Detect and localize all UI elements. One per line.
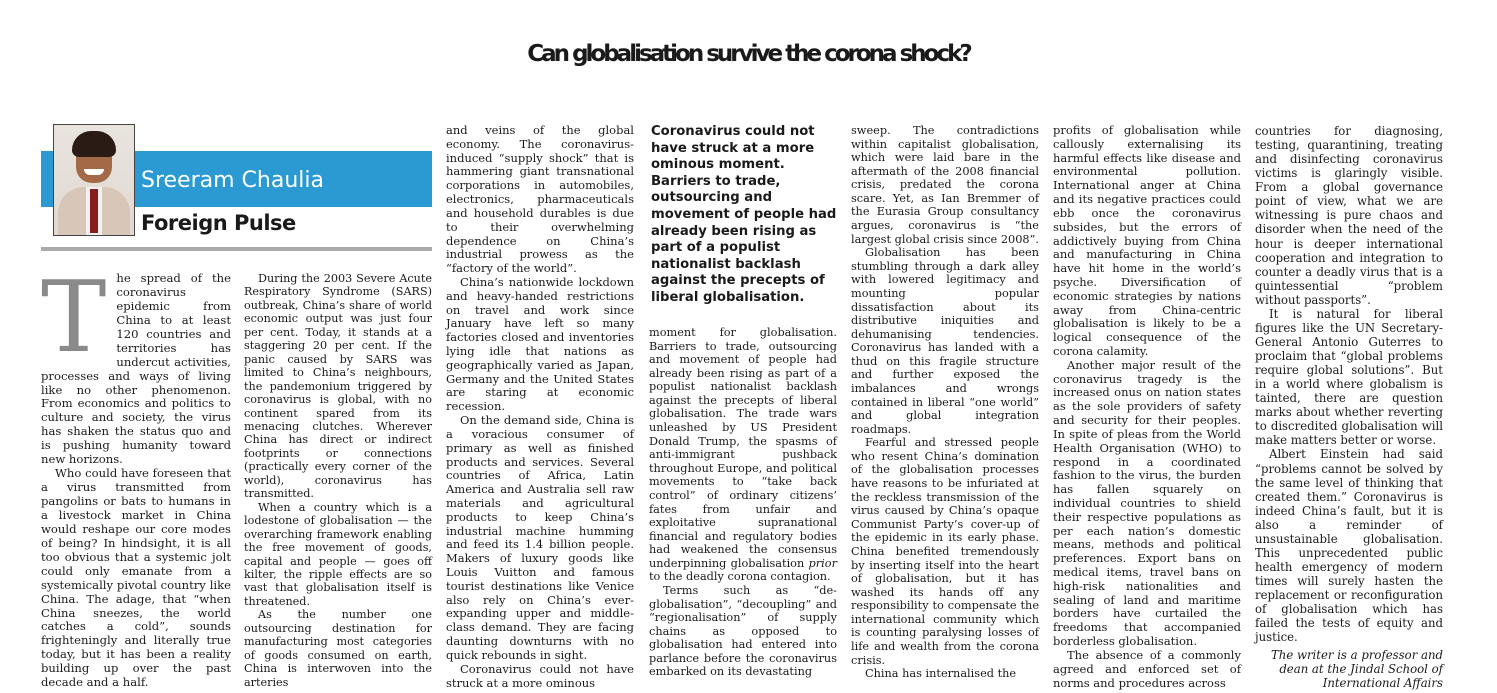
paragraph: When a country which is a lodestone of globalisation — the overarching framework enabling the free movement of goods, capital and people — goes off kilter, the ripple effects are so vast that globalisation itself is threatened. — [244, 500, 432, 608]
paragraph: sweep. The contradictions within capitalist globalisation, which were laid bare in the aftermath of the 2008 financial crisis, predated the corona scare. Yet, as Ian Bremmer of the Eurasia Group consultancy argues, coronavirus is “the largest global crisis since 2008”. — [851, 124, 1039, 246]
paragraph: and veins of the global economy. The coronavirus-induced “supply shock” that is hammering giant transnational corporations in automobiles, electronics, pharmaceuticals and household durables is due to their overwhelming dependence on China’s industrial prowess as the “factory of the world”. — [446, 123, 634, 276]
paragraph: China has internalised the — [865, 667, 1017, 681]
pull-quote: Coronavirus could not have struck at a more ominous moment. Barriers to trade, outsourcing and movement of people had already been rising as part of a populist nationalist backlash against the precepts of liberal globalisation. — [651, 124, 837, 305]
paragraph: The spread of the coronavirus epidemic from China to at least 120 countries and territories has undercut activities, processes and ways of living like no other phenomenon. From economics and politics to culture and society, the virus has shaken the status quo and is pushing humanity toward new horizons. — [41, 261, 231, 467]
column-3 — [446, 124, 634, 690]
paragraph: moment for globalisation. Barriers to trade, outsourcing and movement of people had already been rising as part of a populist nationalist backlash against the precepts of liberal globalisation. The trade wars unleashed by US President Donald Trump, the spasms of anti-immigrant pushback throughout Europe, and political movements to “take back control” of ordinary citizens’ fates from unfair and exploitative supranational financial and regulatory bodies had weakened the consensus underpinning globalisation prior to the deadly corona contagion. — [649, 326, 837, 584]
paragraph: Another major result of the coronavirus tragedy is the increased onus on nation states as the sole providers of safety and security for their peoples. In spite of pleas from the World Health Organisation (WHO) to respond in a coordinated fashion to the virus, the burden has fallen squarely on individual countries to shield their respective populations as per each nation’s domestic means, methods and political preferences. Export bans on medical items, travel bans on high-risk nationalities and sealing of land and maritime borders have curtailed the freedoms that accompanied borderless globalisation. — [1053, 357, 1241, 649]
paragraph: Fearful and stressed people who resent China’s domination of the globalisation processes have reasons to be infuriated at the reckless transmission of the virus caused by China’s opaque Communist Party’s cover-up of the epidemic in its early phase. China benefited tremendously by inserting itself into the heart of globalisation, but it has washed its hands off any responsibility to compensate the international community which is counting paralysing losses of life and wealth from the corona crisis. — [851, 436, 1039, 667]
column-6 — [1053, 124, 1241, 690]
author-photo — [53, 124, 135, 236]
column-4 — [649, 326, 837, 679]
column-7 — [1255, 124, 1443, 691]
column-5 — [851, 124, 1039, 681]
paragraph: It is natural for liberal figures like the UN Secretary-General Antonio Guterres to proclaim that “global problems require global solutions”. But in a world where globalism is tainted, there are question marks about whether reverting to discredited globalisation will make matters better or worse. — [1255, 306, 1443, 448]
paragraph: During the 2003 Severe Acute Respiratory Syndrome (SARS) outbreak, China’s share of world economic output was just four per cent. Today, it stands at a staggering 20 per cent. If the panic caused by SARS was limited to China’s neighbours, the pandemonium triggered by coronavirus is global, with no continent spared from its menacing clutches. Wherever China has direct or indirect footprints or connections (practically every corner of the world), coronavirus has transmitted. — [244, 272, 432, 501]
drop-cap: T — [41, 261, 107, 375]
paragraph: Globalisation has been stumbling through a dark alley with lowered legitimacy and mounting popular dissatisfaction about its distributive iniquities and dehumanising tendencies. Coronavirus has landed with a thud on this fragile structure and further exposed the imbalances and wrongs contained in liberal “one world” and global integration roadmaps. — [851, 246, 1039, 436]
column-name: Foreign Pulse — [141, 211, 296, 235]
paragraph: Albert Einstein had said “problems cannot be solved by the same level of thinking that created them.” Coronavirus is indeed China’s fault, but it is also a reminder of unsustainable globalisation. This unprecedented public health emergency of modern times will surely hasten the replacement or reconfiguration of globalisation which has failed the tests of equity and justice. — [1255, 447, 1443, 645]
author-name: Sreeram Chaulia — [141, 168, 324, 193]
paragraph: countries for diagnosing, testing, quarantining, treating and disinfecting coronavirus victims is glaringly visible. From a global governance point of view, what we are witnessing is pure chaos and disorder when the need of the hour is deeper international cooperation and integration to counter a deadly virus that is a quintessential “problem without passports”. — [1255, 124, 1443, 307]
paragraph: Terms such as “de-globalisation”, “decoupling” and “regionalisation” of supply chains as opposed to globalisation had entered into parlance before the coronavirus embarked on its devastating — [649, 583, 837, 679]
byline-box — [41, 124, 432, 252]
column-2 — [244, 272, 432, 689]
paragraph: Who could have foreseen that a virus transmitted from pangolins or bats to humans in a livestock market in China would reshape our core modes of being? In hindsight, it is all too obvious that a systemic jolt could only emanate from a systemically pivotal country like China. The adage, that “when China sneezes, the world catches a cold”, sounds frighteningly and literally true today, but it has been a reality building up over the past decade and a half. — [41, 466, 231, 690]
column-1 — [41, 261, 231, 690]
paragraph: As the number one outsourcing destination for manufacturing most categories of goods consumed on earth, China is interwoven into the arteries — [244, 608, 432, 689]
paragraph: profits of globalisation while callously externalising its harmful effects like disease and environmental pollution. International anger at China and its negative practices could ebb once the coronavirus subsides, but the errors of addictively buying from China and manufacturing in China have hit home in the world’s psyche. Diversification of economic strategies by nations away from China-centric globalisation is likely to be a logical consequence of the corona calamity. — [1053, 123, 1241, 358]
author-signature: The writer is a professor and dean at the Jindal School of International Affairs — [1271, 648, 1443, 691]
paragraph: China’s nationwide lockdown and heavy-handed restrictions on travel and work since January have left so many factories closed and inventories lying idle that nations as geographically varied as Japan, Germany and the United States are staring at economic recession. — [446, 274, 634, 414]
paragraph: Coronavirus could not have struck at a more ominous — [446, 661, 634, 690]
headline: Can globalisation survive the corona shock? — [527, 41, 970, 67]
byline-rule — [41, 247, 432, 251]
paragraph: The absence of a commonly agreed and enforced set of norms and procedures across — [1053, 647, 1241, 690]
paragraph: On the demand side, China is a voracious consumer of primary as well as finished products and services. Several countries of Africa, Latin America and Australia sell raw materials and agricultural products to keep China’s industrial machine humming and feed its 1.4 billion people. Makers of luxury goods like Louis Vuitton and famous tourist destinations like Venice also rely on China’s ever-expanding upper and middle-class demand. They are facing daunting downturns with no quick rebounds in sight. — [446, 413, 634, 662]
